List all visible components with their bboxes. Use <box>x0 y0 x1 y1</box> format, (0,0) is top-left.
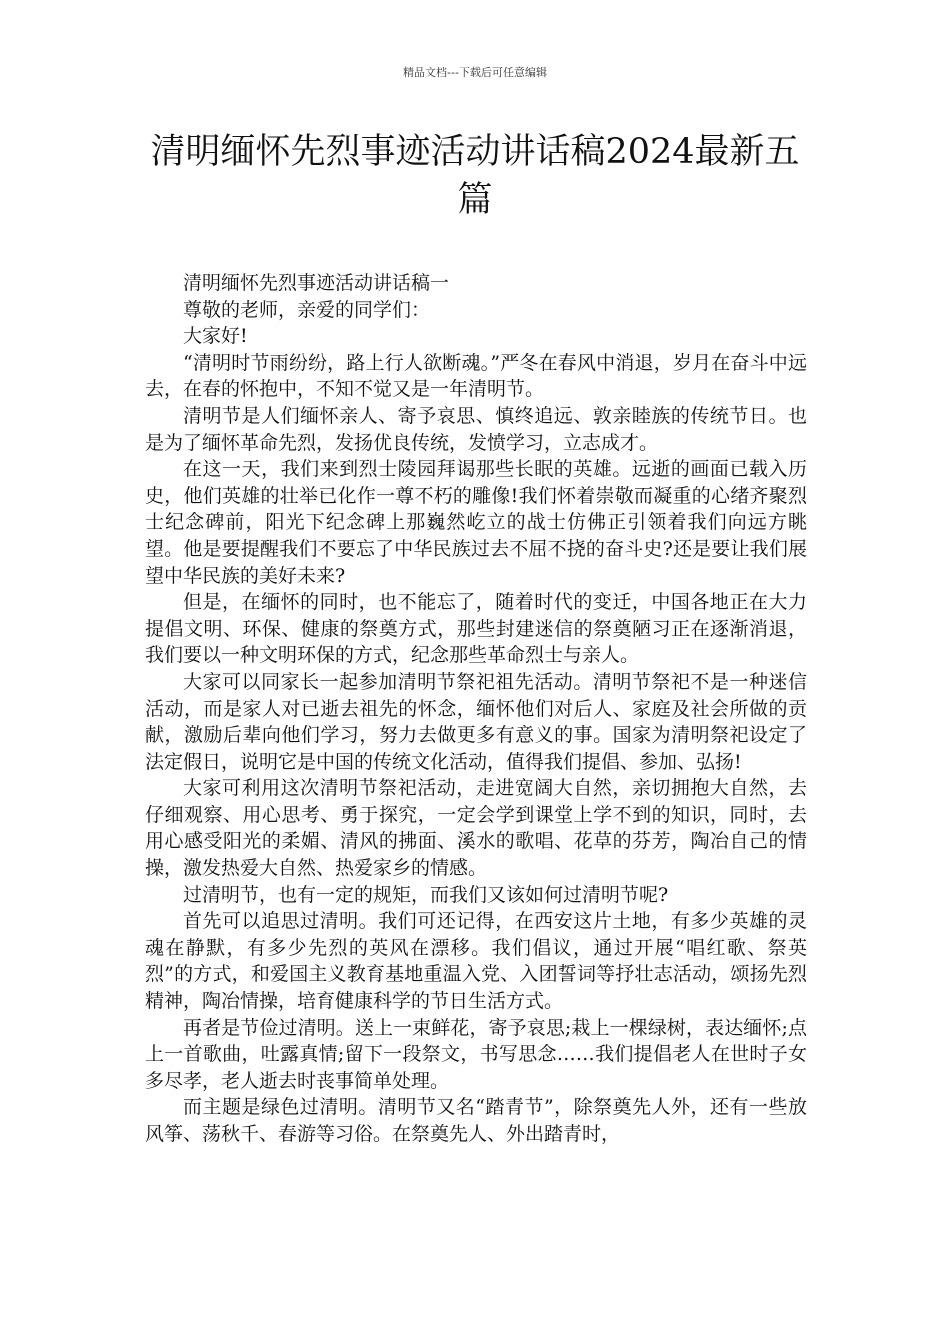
paragraph: 首先可以追思过清明。我们可还记得，在西安这片土地，有多少英雄的灵魂在静默，有多少先烈的英风在漂移。我们倡议，通过开展“唱红歌、祭英烈”的方式，和爱国主义教育基地重温入党、入团誓词等抒壮志活动，颂扬先烈精神，陶冶情操，培育健康科学的节日生活方式。 <box>145 910 807 1013</box>
paragraph: 在这一天，我们来到烈士陵园拜谒那些长眠的英雄。远逝的画面已载入历史，他们英雄的壮举已化作一尊不朽的雕像!我们怀着崇敬而凝重的心绪齐聚烈士纪念碑前，阳光下纪念碑上那巍然屹立的战士仿佛正引领着我们向远方眺望。他是要提醒我们不要忘了中华民族过去不屈不挠的奋斗史?还是要让我们展望中华民族的美好未来? <box>145 458 807 587</box>
paragraph: 尊敬的老师，亲爱的同学们： <box>183 298 431 321</box>
document-body <box>145 270 807 1148</box>
paragraph: “清明时节雨纷纷，路上行人欲断魂。”严冬在春风中消退，岁月在奋斗中远去，在春的怀抱中，不知不觉又是一年清明节。 <box>145 351 807 401</box>
document-title: 清明缅怀先烈事迹活动讲话稿2024最新五篇 <box>150 132 800 220</box>
paragraph: 过清明节，也有一定的规矩，而我们又该如何过清明节呢? <box>183 883 669 906</box>
paragraph: 但是，在缅怀的同时，也不能忘了，随着时代的变迁，中国各地正在大力提倡文明、环保、健康的祭奠方式，那些封建迷信的祭奠陋习正在逐渐消退，我们要以一种文明环保的方式，纪念那些革命烈士与亲人。 <box>145 591 807 667</box>
paragraph: 大家好! <box>183 325 248 348</box>
paragraph: 清明缅怀先烈事迹活动讲话稿一 <box>183 272 450 294</box>
page-header: 精品文档---下载后可任意编辑 <box>403 66 547 79</box>
paragraph: 大家可以同家长一起参加清明节祭祀祖先活动。清明节祭祀不是一种迷信活动，而是家人对已逝去祖先的怀念，缅怀他们对后人、家庭及社会所做的贡献，激励后辈向他们学习，努力去做更多有意义的事。国家为清明祭祀设定了法定假日，说明它是中国的传统文化活动，值得我们提倡、参加、弘扬! <box>145 670 807 773</box>
paragraph: 大家可利用这次清明节祭祀活动，走进宽阔大自然，亲切拥抱大自然，去仔细观察、用心思考、勇于探究，一定会学到课堂上学不到的知识，同时，去用心感受阳光的柔媚、清风的拂面、溪水的歌唱、花草的芬芳，陶冶自己的情操，激发热爱大自然、热爱家乡的情感。 <box>145 777 807 880</box>
paragraph: 再者是节俭过清明。送上一束鲜花，寄予哀思;栽上一棵绿树，表达缅怀;点上一首歌曲，吐露真情;留下一段祭文，书写思念……我们提倡老人在世时子女多尽孝，老人逝去时丧事简单处理。 <box>145 1016 807 1092</box>
paragraph: 而主题是绿色过清明。清明节又名“踏青节”，除祭奠先人外，还有一些放风筝、荡秋千、春游等习俗。在祭奠先人、外出踏青时， <box>145 1096 807 1145</box>
paragraph: 清明节是人们缅怀亲人、寄予哀思、慎终追远、敦亲睦族的传统节日。也是为了缅怀革命先烈，发扬优良传统，发愤学习，立志成才。 <box>145 404 807 454</box>
